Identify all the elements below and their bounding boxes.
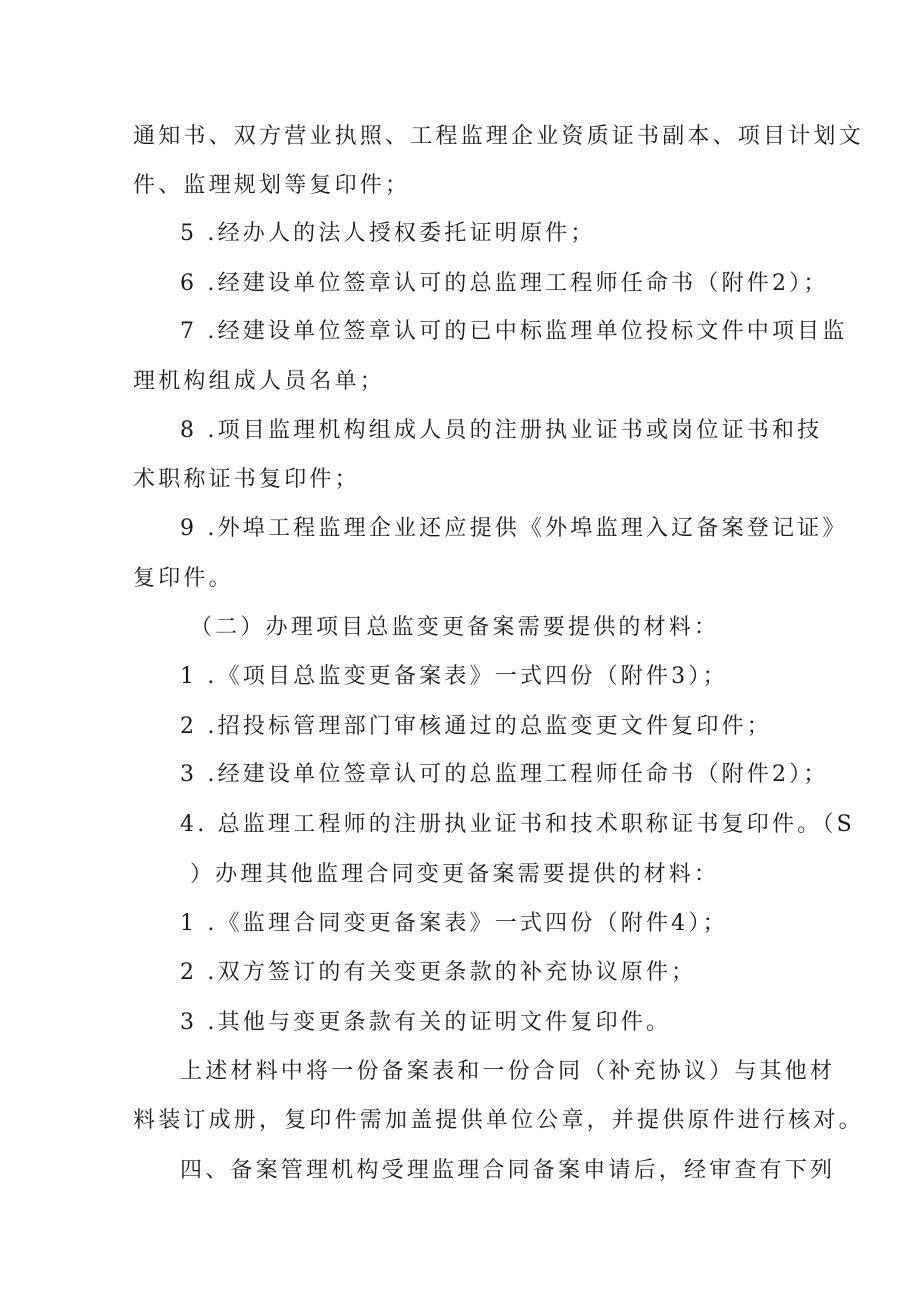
list-item-1: 1 .《项目总监变更备案表》一式四份（附件3）；: [180, 664, 728, 689]
text-line: 理机构组成人员名单；: [133, 369, 386, 394]
text-line: 复印件。: [133, 566, 234, 591]
list-item-4: 4. 总监理工程师的注册执业证书和技术职称证书复印件。（S: [180, 812, 855, 837]
list-item-9: 9 .外埠工程监理企业还应提供《外埠监理入辽备案登记证》: [180, 516, 848, 541]
text-line: 通知书、双方营业执照、工程监理企业资质证书副本、项目计划文: [133, 124, 864, 149]
list-item-2: 2 .招投标管理部门审核通过的总监变更文件复印件；: [180, 714, 772, 739]
text-line: 件、监理规划等复印件；: [133, 173, 411, 198]
text-line: 上述材料中将一份备案表和一份合同（补充协议）与其他材: [180, 1059, 836, 1084]
list-item-3: 3 .其他与变更条款有关的证明文件复印件。: [180, 1010, 672, 1035]
section-heading: ）办理其他监理合同变更备案需要提供的材料：: [190, 862, 720, 887]
section-heading: （二）办理项目总监变更备案需要提供的材料：: [190, 615, 720, 640]
list-item-6: 6 .经建设单位签章认可的总监理工程师任命书（附件2）；: [180, 271, 829, 296]
list-item-8: 8 .项目监理机构组成人员的注册执业证书或岗位证书和技: [180, 418, 823, 443]
text-line: 料装订成册，复印件需加盖提供单位公章，并提供原件进行核对。: [133, 1108, 864, 1133]
list-item-2: 2 .双方签订的有关变更条款的补充协议原件；: [180, 960, 697, 985]
list-item-1: 1 .《监理合同变更备案表》一式四份（附件4）；: [180, 911, 728, 936]
list-item-5: 5 .经办人的法人授权委托证明原件；: [180, 221, 596, 246]
text-line: 术职称证书复印件；: [133, 467, 360, 492]
list-item-3: 3 .经建设单位签章认可的总监理工程师任命书（附件2）；: [180, 762, 829, 787]
list-item-7: 7 .经建设单位签章认可的已中标监理单位投标文件中项目监: [180, 319, 848, 344]
text-line: 四、备案管理机构受理监理合同备案申请后，经审查有下列: [180, 1158, 836, 1183]
